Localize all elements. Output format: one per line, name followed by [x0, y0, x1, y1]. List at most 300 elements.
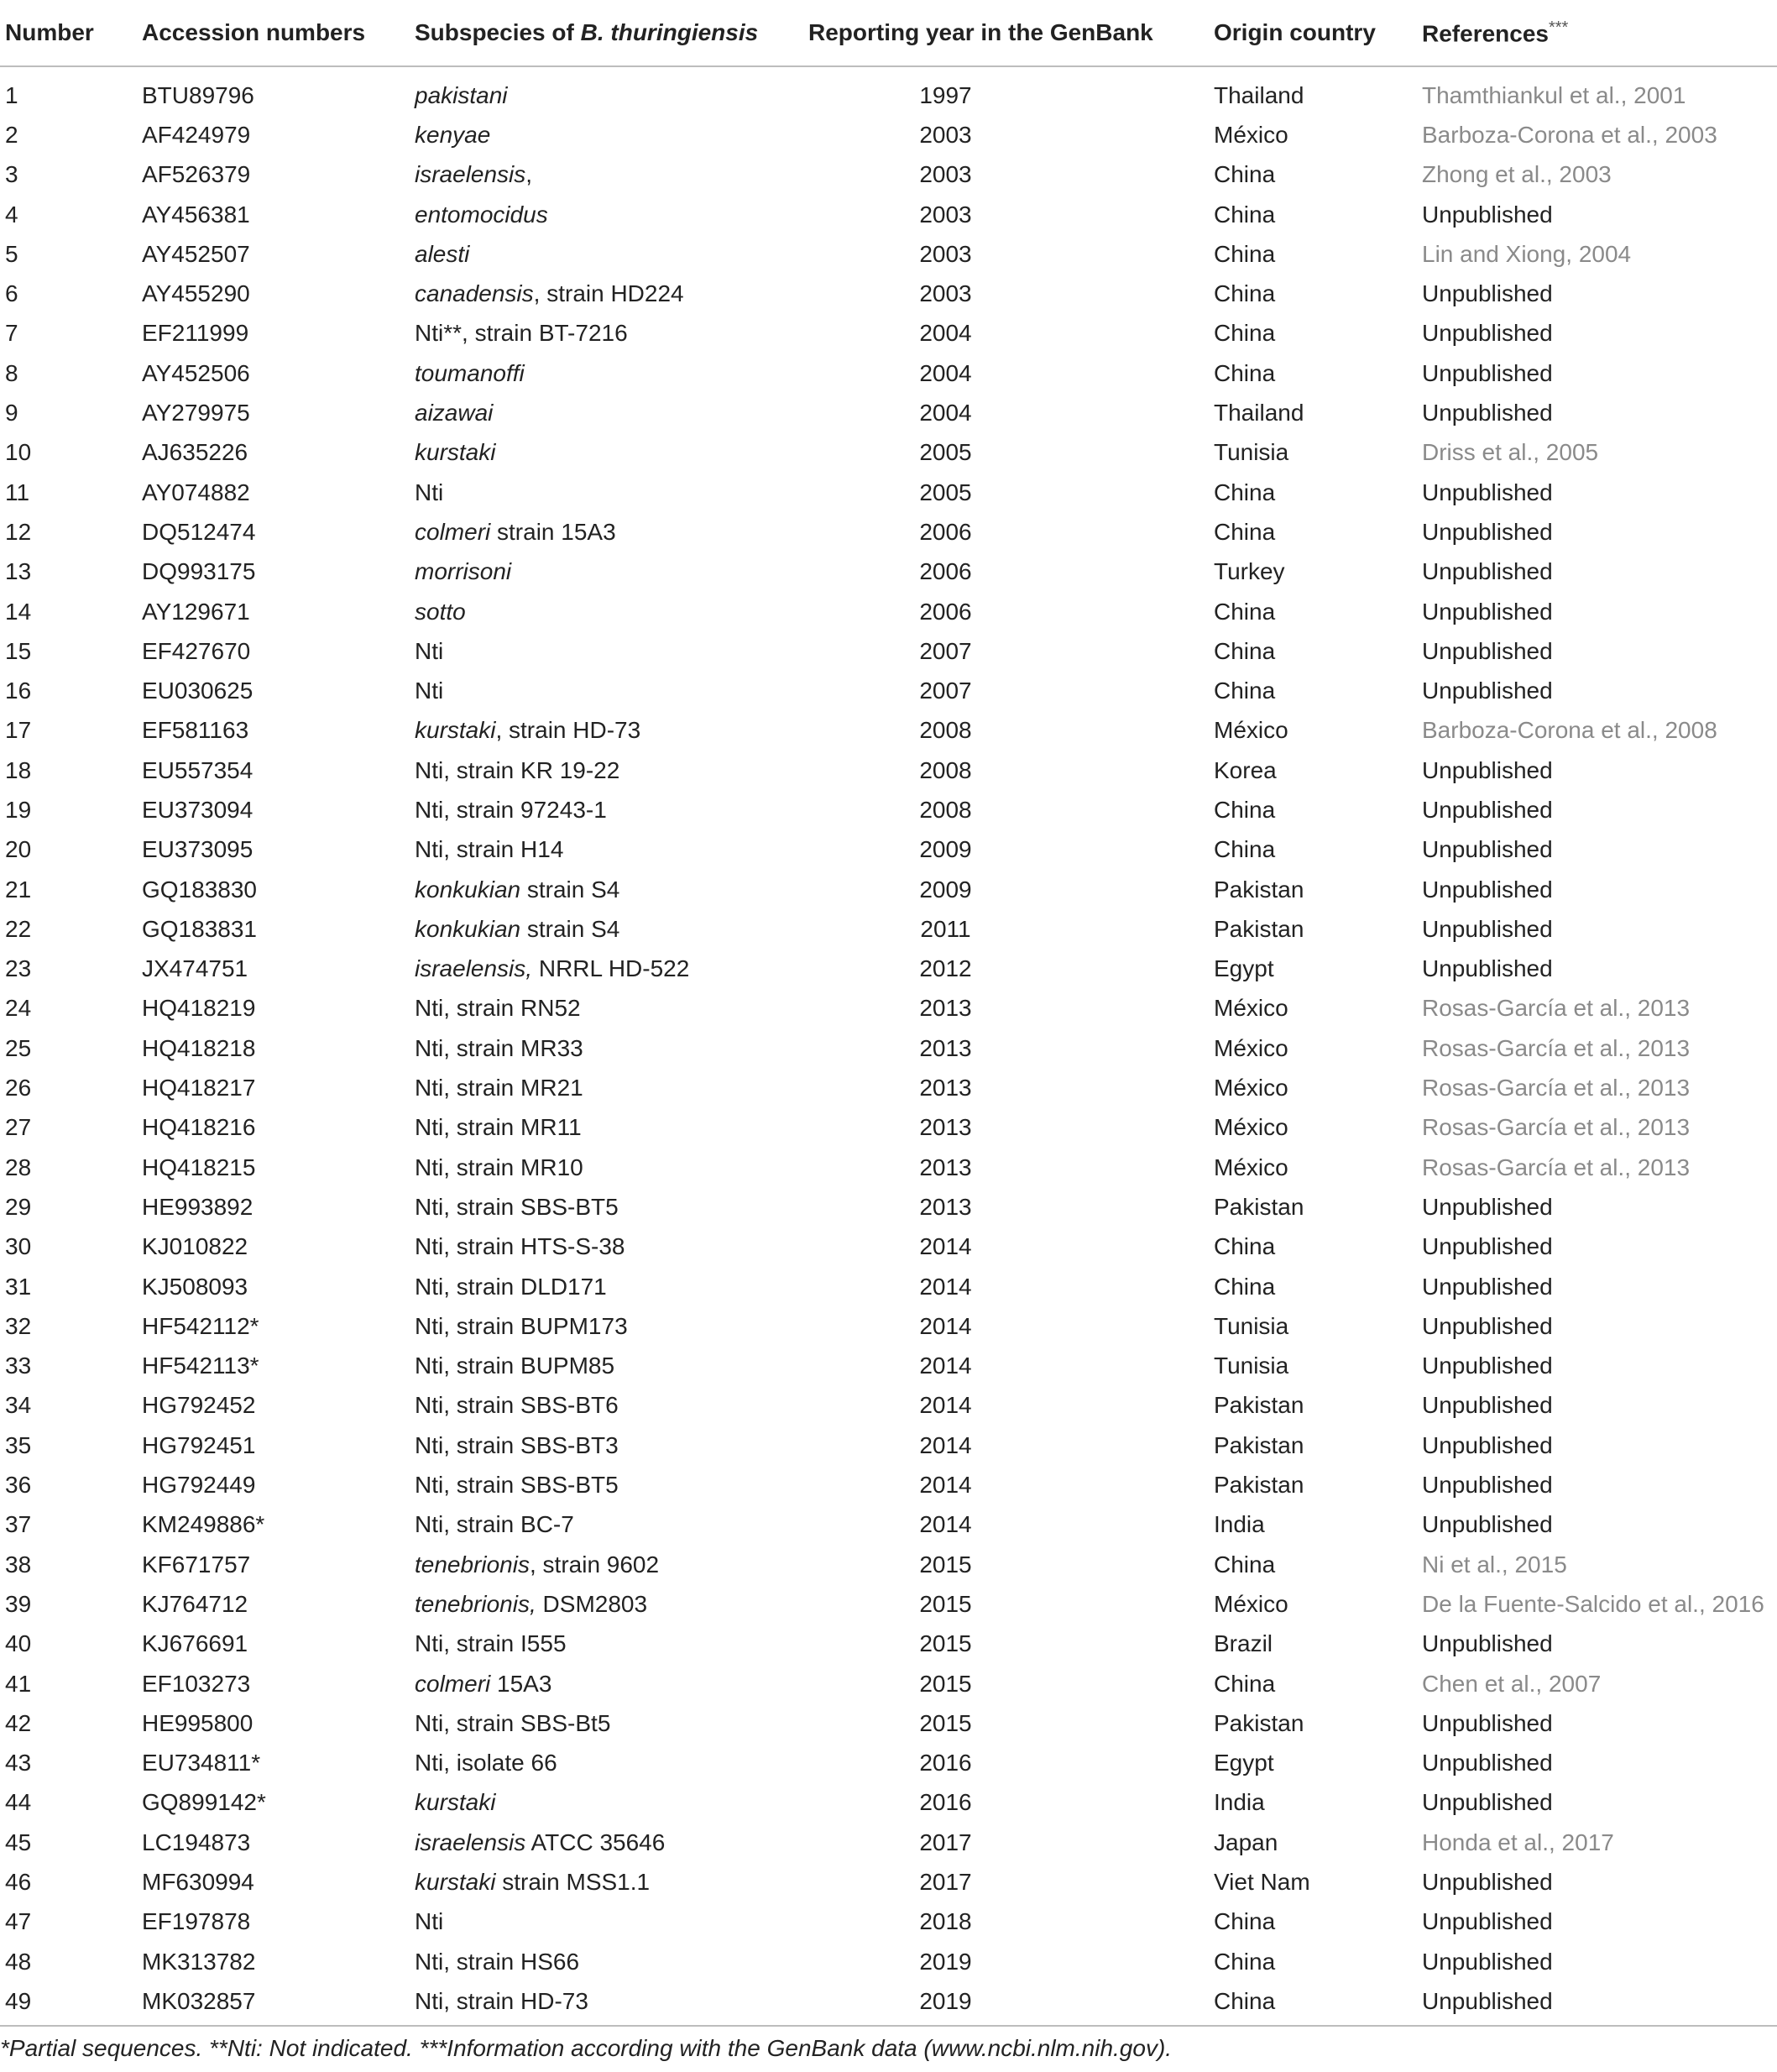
subspecies-detail: Nti, strain I555	[415, 1630, 567, 1657]
table-row	[0, 1902, 1777, 1942]
subspecies-detail: Nti, strain HTS-S-38	[415, 1233, 625, 1260]
reporting-year: 2004	[919, 320, 972, 347]
row-number: 22	[5, 915, 32, 942]
reporting-year: 2008	[919, 796, 972, 823]
origin-country: México	[1214, 1114, 1288, 1141]
subspecies-name: kurstaki	[415, 1869, 496, 1895]
row-number: 18	[5, 756, 32, 783]
reference[interactable]: Barboza-Corona et al., 2008	[1422, 717, 1717, 744]
table-row	[0, 1267, 1777, 1306]
reference[interactable]: Rosas-García et al., 2013	[1422, 1154, 1691, 1180]
table-row	[0, 1625, 1777, 1664]
accession-number: GQ183830	[142, 876, 257, 903]
accession-number: HE993892	[142, 1193, 253, 1220]
subspecies	[410, 1108, 808, 1148]
reference: Unpublished	[1422, 400, 1553, 426]
subspecies	[410, 353, 808, 393]
subspecies-detail: Nti, strain DLD171	[415, 1273, 607, 1300]
reference: Unpublished	[1422, 598, 1553, 625]
table-row	[0, 353, 1777, 393]
origin-country: China	[1214, 479, 1276, 505]
row-number: 27	[5, 1114, 32, 1141]
reference: Unpublished	[1422, 1948, 1553, 1975]
origin-country: Tunisia	[1214, 1312, 1289, 1339]
reporting-year: 2013	[919, 995, 972, 1022]
reporting-year: 2017	[919, 1869, 972, 1895]
header-references-mark: ***	[1548, 18, 1569, 37]
origin-country: China	[1214, 280, 1276, 307]
header-subspecies-species: B. thuringiensis	[580, 19, 759, 45]
subspecies	[410, 631, 808, 671]
subspecies-detail: ATCC 35646	[525, 1829, 666, 1855]
subspecies	[410, 1068, 808, 1107]
table-row	[0, 671, 1777, 710]
subspecies	[410, 989, 808, 1028]
table-row	[0, 711, 1777, 751]
row-number: 19	[5, 796, 32, 823]
reference: Unpublished	[1422, 201, 1553, 228]
header-references	[1417, 0, 1777, 66]
table-row	[0, 1783, 1777, 1823]
origin-country: Pakistan	[1214, 1392, 1304, 1419]
subspecies-detail: Nti, strain SBS-BT5	[415, 1193, 619, 1220]
row-number: 39	[5, 1590, 32, 1617]
origin-country: China	[1214, 1273, 1276, 1300]
reference[interactable]: Lin and Xiong, 2004	[1422, 240, 1632, 267]
reference: Unpublished	[1422, 1353, 1553, 1379]
accession-number: KM249886*	[142, 1511, 265, 1538]
subspecies	[410, 950, 808, 989]
subspecies-detail: Nti	[415, 678, 444, 704]
origin-country: China	[1214, 598, 1276, 625]
accession-number: HQ418216	[142, 1114, 256, 1141]
subspecies-detail: Nti, strain KR 19-22	[415, 756, 620, 783]
subspecies-name: tenebrionis	[415, 1551, 530, 1578]
origin-country: China	[1214, 637, 1276, 664]
row-number: 24	[5, 995, 32, 1022]
row-number: 46	[5, 1869, 32, 1895]
table-row	[0, 1664, 1777, 1703]
reference: Unpublished	[1422, 1193, 1553, 1220]
subspecies	[410, 433, 808, 473]
reference[interactable]: Rosas-García et al., 2013	[1422, 995, 1691, 1022]
table-row	[0, 274, 1777, 313]
subspecies	[410, 393, 808, 432]
row-number: 1	[5, 81, 18, 108]
reporting-year: 2005	[919, 439, 972, 466]
subspecies-name: tenebrionis,	[415, 1590, 536, 1617]
subspecies-name: israelensis	[415, 1829, 526, 1855]
subspecies-detail: Nti, strain SBS-BT6	[415, 1392, 619, 1419]
subspecies	[410, 1505, 808, 1545]
reference: Unpublished	[1422, 1392, 1553, 1419]
reporting-year: 2017	[919, 1829, 972, 1855]
reporting-year: 2013	[919, 1114, 972, 1141]
accession-number: AY452506	[142, 359, 250, 386]
row-number: 4	[5, 201, 18, 228]
accession-number: LC194873	[142, 1829, 251, 1855]
table-row	[0, 1862, 1777, 1902]
accession-number: DQ993175	[142, 558, 256, 585]
row-number: 29	[5, 1193, 32, 1220]
reporting-year: 2004	[919, 359, 972, 386]
subspecies	[410, 1743, 808, 1782]
reporting-year: 2006	[919, 558, 972, 585]
subspecies	[410, 1227, 808, 1267]
subspecies-name: konkukian	[415, 915, 521, 942]
origin-country: Tunisia	[1214, 439, 1289, 466]
subspecies-detail: Nti, strain MR33	[415, 1034, 583, 1061]
reference[interactable]: Barboza-Corona et al., 2003	[1422, 121, 1717, 148]
accession-number: KJ010822	[142, 1233, 248, 1260]
reporting-year: 2003	[919, 161, 972, 188]
subspecies-detail: Nti, strain BUPM85	[415, 1353, 615, 1379]
table-row	[0, 1942, 1777, 1981]
reference: Unpublished	[1422, 876, 1553, 903]
table-row	[0, 592, 1777, 631]
subspecies	[410, 155, 808, 195]
accession-number: AY074882	[142, 479, 250, 505]
origin-country: China	[1214, 359, 1276, 386]
row-number: 9	[5, 400, 18, 426]
subspecies-name: sotto	[415, 598, 466, 625]
table-row	[0, 950, 1777, 989]
reporting-year: 2007	[919, 678, 972, 704]
subspecies	[410, 1584, 808, 1624]
subspecies	[410, 1783, 808, 1823]
reporting-year: 2003	[919, 121, 972, 148]
reporting-year: 2007	[919, 637, 972, 664]
origin-country: China	[1214, 1670, 1276, 1697]
table-row	[0, 1426, 1777, 1465]
subspecies-detail: ,	[525, 161, 533, 188]
reporting-year: 2005	[919, 479, 972, 505]
reporting-year: 2015	[919, 1670, 972, 1697]
reporting-year: 2006	[919, 598, 972, 625]
reference: Unpublished	[1422, 1789, 1553, 1816]
reference: Unpublished	[1422, 1987, 1553, 2014]
reference[interactable]: Chen et al., 2007	[1422, 1670, 1602, 1697]
header-number: Number	[0, 0, 137, 66]
reference[interactable]: De la Fuente-Salcido et al., 2016	[1422, 1590, 1764, 1617]
header-country: Origin country	[1209, 0, 1417, 66]
table-row	[0, 1148, 1777, 1187]
origin-country: India	[1214, 1789, 1265, 1816]
accession-number: EF211999	[142, 320, 249, 347]
table-row	[0, 1028, 1777, 1068]
subspecies-name: alesti	[415, 240, 470, 267]
reference[interactable]: Rosas-García et al., 2013	[1422, 1075, 1691, 1101]
row-number: 35	[5, 1431, 32, 1458]
reporting-year: 2011	[920, 915, 971, 942]
reference: Unpublished	[1422, 836, 1553, 863]
reference[interactable]: Ni et al., 2015	[1422, 1551, 1567, 1578]
origin-country: China	[1214, 1987, 1276, 2014]
reporting-year: 2003	[919, 280, 972, 307]
reporting-year: 2003	[919, 201, 972, 228]
reference[interactable]: Rosas-García et al., 2013	[1422, 1114, 1691, 1141]
accession-number: EU734811*	[142, 1750, 261, 1776]
accession-number: HG792449	[142, 1472, 256, 1499]
table-row	[0, 1465, 1777, 1504]
row-number: 31	[5, 1273, 32, 1300]
table-row	[0, 631, 1777, 671]
row-number: 10	[5, 439, 32, 466]
subspecies	[410, 1545, 808, 1584]
accession-number: KJ508093	[142, 1273, 248, 1300]
reference[interactable]: Zhong et al., 2003	[1422, 161, 1612, 188]
subspecies-detail: strain MSS1.1	[495, 1869, 651, 1895]
accession-number: AY129671	[142, 598, 250, 625]
accession-number: EU373095	[142, 836, 253, 863]
origin-country: Korea	[1214, 756, 1277, 783]
subspecies-detail: Nti, isolate 66	[415, 1750, 557, 1776]
table-body	[0, 66, 1777, 2022]
subspecies-name: colmeri	[415, 1670, 491, 1697]
reporting-year: 2012	[919, 955, 972, 982]
subspecies	[410, 1187, 808, 1227]
subspecies-name: aizawai	[415, 400, 494, 426]
origin-country: China	[1214, 1551, 1276, 1578]
reference: Unpublished	[1422, 1273, 1553, 1300]
accession-number: HF542113*	[142, 1353, 259, 1379]
row-number: 32	[5, 1312, 32, 1339]
subspecies	[410, 274, 808, 313]
subspecies-detail: , strain HD-73	[495, 717, 641, 744]
reporting-year: 2008	[919, 717, 972, 744]
subspecies	[410, 1267, 808, 1306]
subspecies	[410, 790, 808, 829]
reporting-year: 2013	[919, 1034, 972, 1061]
reference[interactable]: Honda et al., 2017	[1422, 1829, 1614, 1855]
row-number: 49	[5, 1987, 32, 2014]
reference: Unpublished	[1422, 678, 1553, 704]
table-row	[0, 234, 1777, 274]
origin-country: México	[1214, 1590, 1288, 1617]
origin-country: China	[1214, 678, 1276, 704]
subspecies	[410, 751, 808, 790]
row-number: 13	[5, 558, 32, 585]
table-row	[0, 1981, 1777, 2021]
reporting-year: 2014	[919, 1353, 972, 1379]
subspecies	[410, 512, 808, 552]
reporting-year: 2014	[919, 1431, 972, 1458]
subspecies	[410, 1148, 808, 1187]
row-number: 16	[5, 678, 32, 704]
header-subspecies-prefix: Subspecies of	[415, 19, 581, 45]
accession-number: MF630994	[142, 1869, 254, 1895]
origin-country: Pakistan	[1214, 1431, 1304, 1458]
subspecies-detail: Nti, strain BC-7	[415, 1511, 574, 1538]
reference: Unpublished	[1422, 1312, 1553, 1339]
row-number: 34	[5, 1392, 32, 1419]
subspecies-detail: strain S4	[520, 876, 620, 903]
origin-country: China	[1214, 1233, 1276, 1260]
row-number: 25	[5, 1034, 32, 1061]
subspecies-detail: strain 15A3	[490, 518, 616, 545]
accession-number: KJ676691	[142, 1630, 248, 1657]
subspecies-detail: Nti	[415, 637, 444, 664]
reference: Unpublished	[1422, 1908, 1553, 1935]
subspecies-name: israelensis,	[415, 955, 533, 982]
subspecies-detail: NRRL HD-522	[532, 955, 690, 982]
reporting-year: 2014	[919, 1233, 972, 1260]
table-row	[0, 1386, 1777, 1426]
row-number: 26	[5, 1075, 32, 1101]
accession-number: EF427670	[142, 637, 251, 664]
reporting-year: 2004	[919, 400, 972, 426]
reporting-year: 2019	[919, 1987, 972, 2014]
row-number: 20	[5, 836, 32, 863]
subspecies	[410, 711, 808, 751]
subspecies-name: kenyae	[415, 121, 491, 148]
subspecies	[410, 1981, 808, 2021]
accession-number: AY456381	[142, 201, 250, 228]
table-row	[0, 1505, 1777, 1545]
header-row	[0, 0, 1777, 66]
origin-country: Tunisia	[1214, 1353, 1289, 1379]
accession-number: GQ899142*	[142, 1789, 266, 1816]
origin-country: Pakistan	[1214, 1709, 1304, 1736]
subspecies-name: kurstaki	[415, 439, 496, 466]
accession-number: EF103273	[142, 1670, 251, 1697]
row-number: 14	[5, 598, 32, 625]
table-row	[0, 909, 1777, 949]
subspecies-detail: Nti, strain 97243-1	[415, 796, 607, 823]
accession-number: HQ418217	[142, 1075, 256, 1101]
subspecies-detail: , strain HD224	[533, 280, 684, 307]
origin-country: Japan	[1214, 1829, 1278, 1855]
reference: Unpublished	[1422, 1630, 1553, 1657]
row-number: 37	[5, 1511, 32, 1538]
row-number: 45	[5, 1829, 32, 1855]
accession-number: DQ512474	[142, 518, 256, 545]
subspecies-name: toumanoffi	[415, 359, 525, 386]
reference[interactable]: Rosas-García et al., 2013	[1422, 1034, 1691, 1061]
table-row	[0, 1108, 1777, 1148]
subspecies	[410, 473, 808, 512]
row-number: 30	[5, 1233, 32, 1260]
row-number: 2	[5, 121, 18, 148]
reference: Unpublished	[1422, 280, 1553, 307]
reference: Unpublished	[1422, 1869, 1553, 1895]
subspecies-name: entomocidus	[415, 201, 548, 228]
accession-number: AY452507	[142, 240, 250, 267]
subspecies-detail: strain S4	[520, 915, 620, 942]
table-row	[0, 195, 1777, 234]
origin-country: China	[1214, 240, 1276, 267]
table-row	[0, 751, 1777, 790]
reference: Unpublished	[1422, 1709, 1553, 1736]
reporting-year: 2013	[919, 1193, 972, 1220]
table-row	[0, 115, 1777, 154]
subspecies	[410, 1426, 808, 1465]
subspecies	[410, 234, 808, 274]
accession-number: BTU89796	[142, 81, 254, 108]
origin-country: China	[1214, 201, 1276, 228]
table-row	[0, 870, 1777, 909]
subspecies	[410, 1902, 808, 1942]
origin-country: Viet Nam	[1214, 1869, 1310, 1895]
reference: Unpublished	[1422, 915, 1553, 942]
origin-country: China	[1214, 518, 1276, 545]
subspecies	[410, 1823, 808, 1862]
accession-number: HF542112*	[142, 1312, 259, 1339]
reporting-year: 2015	[919, 1630, 972, 1657]
subspecies-detail: Nti, strain H14	[415, 836, 564, 863]
reporting-year: 2015	[919, 1551, 972, 1578]
reporting-year: 2014	[919, 1392, 972, 1419]
reporting-year: 1997	[919, 81, 972, 108]
origin-country: China	[1214, 1948, 1276, 1975]
accession-number: GQ183831	[142, 915, 257, 942]
subspecies-name: kurstaki	[415, 717, 496, 744]
row-number: 21	[5, 876, 32, 903]
header-subspecies	[410, 0, 808, 66]
table-row	[0, 1545, 1777, 1584]
subspecies	[410, 314, 808, 353]
subspecies-detail: Nti	[415, 1908, 444, 1935]
subspecies	[410, 66, 808, 115]
subspecies-name: colmeri	[415, 518, 491, 545]
reference: Unpublished	[1422, 756, 1553, 783]
origin-country: China	[1214, 836, 1276, 863]
accession-number: HG792452	[142, 1392, 256, 1419]
subspecies	[410, 1862, 808, 1902]
reference: Unpublished	[1422, 320, 1553, 347]
accession-number: KJ764712	[142, 1590, 248, 1617]
row-number: 11	[5, 479, 30, 505]
subspecies	[410, 1942, 808, 1981]
reporting-year: 2013	[919, 1154, 972, 1180]
row-number: 40	[5, 1630, 32, 1657]
row-number: 42	[5, 1709, 32, 1736]
reference[interactable]: Thamthiankul et al., 2001	[1422, 81, 1686, 108]
reference: Unpublished	[1422, 955, 1553, 982]
row-number: 48	[5, 1948, 32, 1975]
table-row	[0, 1306, 1777, 1346]
row-number: 6	[5, 280, 18, 307]
subspecies-detail: Nti, strain SBS-BT5	[415, 1472, 619, 1499]
origin-country: India	[1214, 1511, 1265, 1538]
subspecies-detail: Nti, strain MR11	[415, 1114, 582, 1141]
header-accession: Accession numbers	[137, 0, 410, 66]
subspecies-detail: Nti	[415, 479, 444, 505]
reference: Unpublished	[1422, 796, 1553, 823]
table-row	[0, 473, 1777, 512]
table-row	[0, 155, 1777, 195]
origin-country: Pakistan	[1214, 1472, 1304, 1499]
header-year: Reporting year in the GenBank	[808, 0, 1209, 66]
table-row	[0, 1227, 1777, 1267]
row-number: 44	[5, 1789, 32, 1816]
subspecies-name: konkukian	[415, 876, 521, 903]
row-number: 33	[5, 1353, 32, 1379]
origin-country: Pakistan	[1214, 876, 1304, 903]
row-number: 17	[5, 717, 32, 744]
subspecies	[410, 552, 808, 592]
reference[interactable]: Driss et al., 2005	[1422, 439, 1599, 466]
reporting-year: 2018	[919, 1908, 972, 1935]
accession-number: HE995800	[142, 1709, 253, 1736]
row-number: 7	[5, 320, 18, 347]
reporting-year: 2015	[919, 1590, 972, 1617]
row-number: 5	[5, 240, 18, 267]
row-number: 3	[5, 161, 18, 188]
subspecies	[410, 1347, 808, 1386]
accession-number: AF424979	[142, 121, 251, 148]
table-row	[0, 393, 1777, 432]
